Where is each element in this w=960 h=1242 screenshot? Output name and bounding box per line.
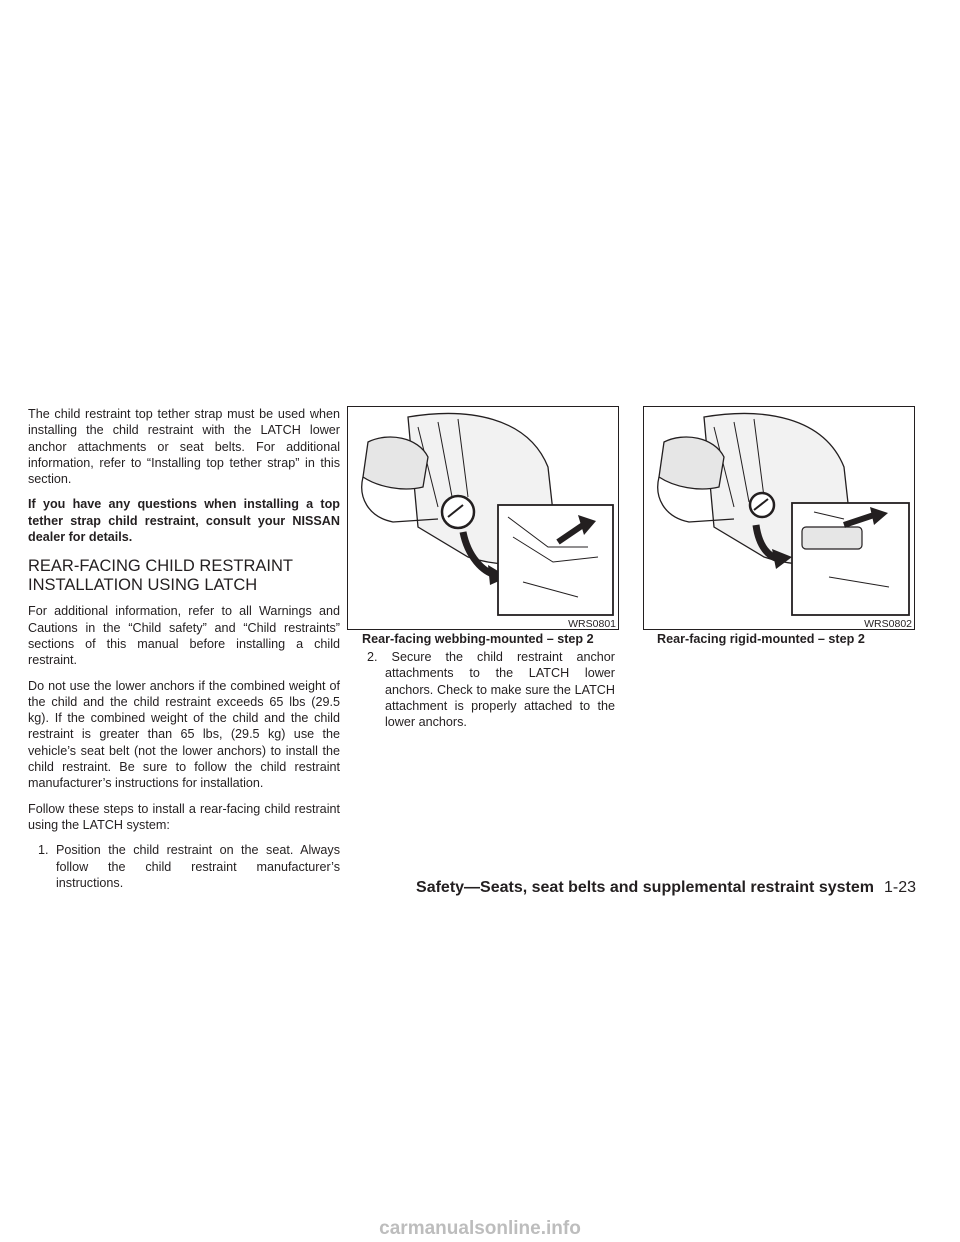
figure-caption: Rear-facing webbing-mounted – step 2: [362, 632, 594, 646]
figure-rigid-mounted: [643, 406, 915, 630]
rigid-mounted-illustration: [644, 407, 914, 629]
figure-caption: Rear-facing rigid-mounted – step 2: [657, 632, 865, 646]
page-number: 1-23: [883, 879, 916, 896]
watermark: carmanualsonline.info: [379, 1218, 581, 1239]
step-2: 2. Secure the child restraint anchor attachments to the LATCH lower anchors. Check to make sure the LATCH attachment is properly attached to the lower anchors.: [367, 650, 615, 730]
paragraph-tether-note: The child restraint top tether strap must be used when installing the child restraint with the LATCH lower anchor attachments or seat belts. For additional information, refer to “Installing top tether strap” in this section.: [28, 407, 340, 487]
step-1: 1. Position the child restraint on the seat. Always follow the child restraint manufacturer’s instructions.: [38, 843, 340, 890]
footer-section-title: Safety—Seats, seat belts and supplemental restraint system: [416, 879, 874, 896]
figure-code: WRS0802: [864, 618, 912, 629]
figure-code: WRS0801: [568, 618, 616, 629]
paragraph-warnings: For additional information, refer to all Warnings and Cautions in the “Child safety” and “Child restraints” sections of this manual before installing a child restraint.: [28, 604, 340, 668]
text-column-middle: [357, 649, 615, 739]
page-footer: [416, 879, 916, 897]
text-column-left: [28, 406, 340, 900]
paragraph-dealer-note: If you have any questions when installing a top tether strap child restraint, consult your NISSAN dealer for details.: [28, 497, 340, 545]
section-heading: REAR-FACING CHILD RESTRAINT INSTALLATION USING LATCH: [28, 557, 293, 595]
paragraph-weight-limit: Do not use the lower anchors if the combined weight of the child and the child restraint exceeds 65 lbs (29.5 kg). If the combined weight of the child and the child restraint is greater than 65 lbs, (29.5 kg) use the vehicle’s seat belt (not the lower anchors) to install the child restraint. Be sure to follow the child restraint manufacturer’s instructions for installation.: [28, 678, 340, 791]
paragraph-steps-intro: Follow these steps to install a rear-facing child restraint using the LATCH system:: [28, 801, 340, 832]
webbing-mounted-illustration: [348, 407, 618, 629]
figure-webbing-mounted: [347, 406, 619, 630]
